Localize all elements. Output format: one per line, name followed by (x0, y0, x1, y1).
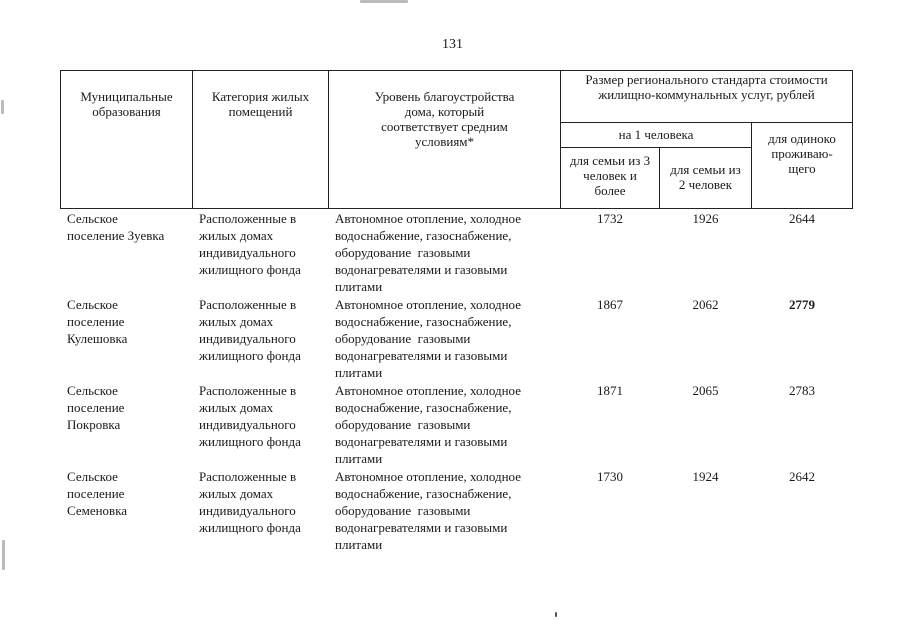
amenity-line: плитами (335, 537, 383, 552)
value-family-2: 2062 (692, 297, 719, 312)
municipality-line: поселение (67, 400, 125, 415)
municipality-line: Сельское (67, 297, 118, 312)
amenity-cell (335, 468, 521, 553)
municipality-line: Кулешовка (67, 331, 128, 346)
category-line: жилищного фонда (199, 262, 301, 277)
amenity-line: оборудование газовыми (335, 417, 471, 432)
amenity-cell (335, 382, 521, 467)
category-line: жилых домах (199, 400, 274, 415)
category-line: индивидуального (199, 245, 296, 260)
amenity-line: плитами (335, 451, 383, 466)
municipality-cell (67, 210, 164, 244)
header-per-person (560, 122, 752, 148)
amenity-line: Автономное отопление, холодное (335, 297, 521, 312)
category-line: жилищного фонда (199, 520, 301, 535)
category-line: индивидуального (199, 417, 296, 432)
amenity-line: водоснабжение, газоснабжение, (335, 486, 512, 501)
municipality-cell (67, 382, 124, 433)
amenity-line: водонагревателями и газовыми (335, 434, 508, 449)
amenity-line: водонагревателями и газовыми (335, 348, 508, 363)
scan-artifact (555, 612, 557, 617)
category-cell (199, 468, 301, 536)
municipality-line: поселение Зуевка (67, 228, 165, 243)
scan-artifact (2, 540, 5, 570)
value-family-3plus: 1732 (597, 211, 623, 226)
amenity-line: плитами (335, 279, 383, 294)
header-family-3plus (560, 147, 660, 209)
value-family-3plus: 1730 (597, 469, 623, 484)
category-cell (199, 296, 301, 364)
amenity-line: оборудование газовыми (335, 331, 471, 346)
municipality-line: Семеновка (67, 503, 128, 518)
header-standard-size (560, 70, 853, 123)
amenity-line: оборудование газовыми (335, 245, 471, 260)
value-family-2: 1926 (692, 211, 719, 226)
header-family-2 (659, 147, 752, 209)
municipality-cell (67, 468, 127, 519)
value-family-3plus: 1867 (597, 297, 623, 312)
value-family-3plus: 1871 (597, 383, 623, 398)
municipality-line: Покровка (67, 417, 121, 432)
header-single-text: для одиноко проживаю-щего (768, 131, 836, 176)
header-municipality-text: Муниципальные образования (80, 89, 173, 119)
category-line: Расположенные в (199, 297, 297, 312)
header-amenity-level (328, 70, 561, 209)
category-line: индивидуального (199, 503, 296, 518)
category-line: жилых домах (199, 314, 274, 329)
category-line: Расположенные в (199, 383, 297, 398)
value-single: 2783 (789, 383, 815, 398)
category-line: Расположенные в (199, 469, 297, 484)
category-line: жилищного фонда (199, 434, 301, 449)
municipality-line: поселение (67, 486, 125, 501)
amenity-line: плитами (335, 365, 383, 380)
municipality-cell (67, 296, 127, 347)
amenity-line: водоснабжение, газоснабжение, (335, 314, 512, 329)
amenity-line: водонагревателями и газовыми (335, 520, 508, 535)
header-amenity-level-text: Уровень благоустройства дома, который соответствует средним условиям* (374, 89, 515, 149)
amenity-line: водоснабжение, газоснабжение, (335, 400, 512, 415)
amenity-cell (335, 210, 521, 295)
municipality-line: Сельское (67, 469, 118, 484)
value-single: 2779 (789, 297, 815, 312)
category-line: жилищного фонда (199, 348, 301, 363)
amenity-line: Автономное отопление, холодное (335, 211, 521, 226)
category-line: жилых домах (199, 486, 274, 501)
header-category (192, 70, 329, 209)
value-family-2: 2065 (692, 383, 719, 398)
amenity-line: оборудование газовыми (335, 503, 471, 518)
scan-artifact (1, 100, 4, 114)
value-single: 2642 (789, 469, 815, 484)
header-per-person-text: на 1 человека (618, 127, 694, 142)
municipality-line: Сельское (67, 211, 118, 226)
category-line: жилых домах (199, 228, 274, 243)
amenity-cell (335, 296, 521, 381)
amenity-line: водоснабжение, газоснабжение, (335, 228, 512, 243)
page-number: 131 (442, 37, 463, 52)
value-family-2: 1924 (692, 469, 719, 484)
category-cell (199, 210, 301, 278)
scan-artifact (360, 0, 408, 3)
amenity-line: Автономное отопление, холодное (335, 383, 521, 398)
municipality-line: поселение (67, 314, 125, 329)
municipality-line: Сельское (67, 383, 118, 398)
header-standard-size-text: Размер регионального стандарта стоимости жилищно-коммунальных услуг, рублей (585, 72, 828, 102)
header-category-text: Категория жилых помещений (211, 89, 310, 119)
header-family-2-text: для семьи из 2 человек (670, 162, 741, 192)
amenity-line: водонагревателями и газовыми (335, 262, 508, 277)
category-cell (199, 382, 301, 450)
value-single: 2644 (789, 211, 815, 226)
header-single (751, 122, 853, 209)
header-municipality (60, 70, 193, 209)
category-line: Расположенные в (199, 211, 297, 226)
header-family-3plus-text: для семьи из 3 человек и более (569, 153, 651, 198)
amenity-line: Автономное отопление, холодное (335, 469, 521, 484)
category-line: индивидуального (199, 331, 296, 346)
